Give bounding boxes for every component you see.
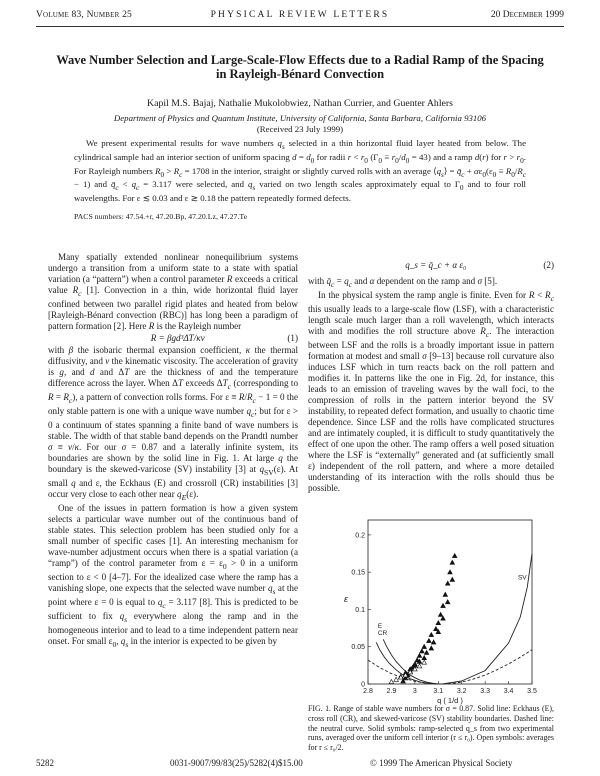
y-tick-label: 0.1 xyxy=(355,606,365,614)
author-list: Kapil M.S. Bajaj, Nathalie Mukolobwiez, Nathan Currier, and Guenter Ahlers xyxy=(147,98,453,109)
y-tick-label: 0.15 xyxy=(351,569,365,577)
selected-wavenumber-point xyxy=(448,570,453,574)
interior-average-point xyxy=(389,680,394,684)
interior-average-point xyxy=(394,677,399,681)
selected-wavenumber-point xyxy=(445,581,450,585)
x-tick-label: 2.9 xyxy=(386,688,397,695)
selected-wavenumber-point xyxy=(417,653,422,657)
journal-name: PHYSICAL REVIEW LETTERS xyxy=(210,10,390,20)
figure-1-chart xyxy=(328,512,550,706)
selected-wavenumber-point xyxy=(431,640,436,644)
y-tick-label: 0.05 xyxy=(351,644,365,652)
journal-code: 0031-9007/99/83(25)/5282(4)$15.00 xyxy=(170,758,303,768)
equation-1-body: R = βgd³ΔT/κν xyxy=(150,333,205,344)
x-tick-label: 3.3 xyxy=(480,688,491,695)
affiliation: Department of Physics and Quantum Institute, University of California, Santa Barbara, California 93106 xyxy=(113,113,487,123)
x-axis-label: q ( 1/d ) xyxy=(437,696,463,705)
x-tick-label: 3.5 xyxy=(527,688,537,695)
selected-wavenumber-point xyxy=(427,639,432,643)
received-date: (Received 23 July 1999) xyxy=(256,124,344,134)
body-column-left: Many spatially extended nonlinear nonequilibrium systems undergo a transition from a uniform state to a state with spatial variation (a “pattern”) when a control parameter R exceeds a critical value $R_c$ [1]. Convection in a thin, wide horizontal fluid layer confined between two parallel rigid plates and heated from below [Rayleigh-Bénard convection (RBC)] has long been a paradigm of pattern formation [2]. Here R is the Rayleigh number R = βgd³ΔT/κν (1) with β the isobaric thermal expansion coefficient, κ the thermal diffusivity, and ν the kinematic viscosity. The acceleration of gravity is g, and d and ΔT are the thickness of and the temperature difference across the layer. When ΔT exceeds $\Delta T_c$ (corresponding to $R = R_c$), a pattern of convection rolls forms. For $\varepsilon \equiv R/R_c - 1 = 0$ the only stable pattern is one with a unique wave number $q_c$; but for ε > 0 a continuum of states spanning a finite band of wave numbers is stable. The width of that stable band depends on the Prandtl number σ ≡ ν/κ. For our σ = 0.87 and a laterally infinite system, its boundaries are shown by the solid line in Fig. 1. At large q the boundary is the skewed-varicose (SV) instability [3] at $q_{SV}(\varepsilon)$. At small q and ε, the Eckhaus (E) and crossroll (CR) instabilities [3] occur very close to each other near $q_E(\varepsilon)$. One of the issues in pattern formation is how a given system selects a particular wave number out of the continuous band of stable states. This selection problem has been studied only for a small number of specific cases [1]. An interesting mechanism for wave-number adjustment occurs when there is a spatial variation (a “ramp”) of the control parameter from $\varepsilon = \varepsilon_0 > 0$ in a uniform section to ε < 0 [4–7]. For the idealized case where the ramp has a vanishing slope, one expects that the selected wave number $q_s$ at the point where ε = 0 is equal to $q_c = 3.117$ [8]. This is predicted to be sufficient to fix $q_s$ everywhere along the ramp and in the homogeneous interior and to lead to a time independent pattern near onset. For small $\varepsilon_0$, $q_s$ in the interior is expected to be given by xyxy=(48,252,299,649)
selected-wavenumber-point xyxy=(438,612,443,616)
x-tick-label: 3.2 xyxy=(456,688,467,695)
selected-wavenumber-point xyxy=(429,633,434,637)
selected-wavenumber-point xyxy=(443,592,448,596)
selected-wavenumber-point xyxy=(424,650,429,654)
selected-wavenumber-point xyxy=(429,646,434,650)
page-number: 5282 xyxy=(36,758,54,768)
selected-wavenumber-point xyxy=(450,577,455,581)
selected-wavenumber-point xyxy=(434,627,439,631)
selected-wavenumber-point xyxy=(441,603,446,607)
selected-wavenumber-point xyxy=(445,600,450,604)
interior-average-point xyxy=(422,660,427,664)
x-tick-label: 3 xyxy=(412,688,417,695)
x-tick-label: 3.4 xyxy=(503,688,514,695)
equation-1 xyxy=(48,333,298,344)
volume-label: Volume 83, Number 25 xyxy=(36,10,133,20)
y-tick-label: 0.2 xyxy=(355,532,365,540)
article-title: Wave Number Selection and Large-Scale-Flow Effects due to a Radial Ramp of the Spacing in Rayleigh-Bénard Convection xyxy=(56,53,544,81)
copyright: © 1999 The American Physical Society xyxy=(370,758,513,768)
x-tick-label: 2.8 xyxy=(363,688,373,695)
y-tick-label: 0 xyxy=(361,681,365,689)
interior-average-point xyxy=(417,664,422,668)
selected-wavenumber-point xyxy=(450,560,455,564)
selected-wavenumber-point xyxy=(436,621,441,625)
issue-date: 20 December 1999 xyxy=(490,10,564,20)
equation-1-number: (1) xyxy=(287,333,298,344)
header-rule xyxy=(36,26,564,27)
abstract: We present experimental results for wave numbers $q_s$ selected in a thin horizontal fluid layer heated from below. The cylindrical sample had an interior section of uniform spacing $d = d_0$ for radii $r < r_0$ $(\Gamma_0 \equiv r_0/d_0 = 43)$ and a ramp d(r) for $r > r_0$. For Rayleigh numbers $R_0 > R_c = 1708$ in the interior, straight or slightly curved rolls with an average $⟨q_s⟩$ = $q̄_c + \alpha\varepsilon_0(\varepsilon_0 \equiv R_0/R_c - 1)$ and $q̄_c < q_c = 3.117$ were selected, and $q_s$ varied on two length scales approximately equal to $\Gamma_0$ and to four roll wavelengths. For ε ≲ 0.03 and ε ≳ 0.18 the pattern repeatedly formed defects. xyxy=(74,138,526,203)
curve-skewed-varicose xyxy=(442,554,532,685)
pacs-numbers: PACS numbers: 47.54.+r, 47.20.Bp, 47.20.Lz, 47.27.Te xyxy=(74,212,248,221)
body-column-right: q_s = q̄_c + α ε₀ (2) with $q̄_c = q_c$ and α dependent on the ramp and σ [5]. In the physical system the ramp angle is finite. Even for $R < R_c$ this usually leads to a large-scale flow (LSF), with a characteristic length scale much larger than a roll wavelength, which interacts with and modifies the roll structure above $R_c$. The interaction between LSF and the rolls is a broadly important issue in pattern formation at modest and small σ [9–13] because roll curvature also induces LSF which in turn reacts back on the roll pattern and modifies it. In patterns like the one in Fig. 2d, for instance, this leads to an emission of traveling waves by the wall foci, to the compression of rolls in the pattern interior beyond the SV instability, to repeated defect formation, and usually to chaotic time dependence. Since LSF and the rolls have complicated structures and are intimately coupled, it is difficult to study quantitatively the effect of one upon the other. The ramp offers a well posed situation where the LSF is “externally” generated and (at sufficiently small ε) independent of the roll pattern, and where a more detailed understanding of its interaction with the rolls should thus be possible. xyxy=(308,260,555,494)
figure-1-caption: FIG. 1. Range of stable wave numbers for σ = 0.87. Solid line: Eckhaus (E), cross roll (CR), and skewed-varicose (SV) stability boundaries. Dashed line: the neutral curve. Solid symbols: ramp-selected q_s from two experimental runs, averaged over the uniform cell interior (r ≤ r₀). Open symbols: averages for r ≤ r₀/2. xyxy=(308,704,554,753)
curve-label-e: E xyxy=(377,623,383,631)
equation-2-body: q_s = q̄_c + α ε₀ xyxy=(405,260,467,270)
selected-wavenumber-point xyxy=(420,649,425,653)
selected-wavenumber-point xyxy=(422,656,427,660)
selected-wavenumber-point xyxy=(422,644,427,648)
y-axis-label: ε xyxy=(344,594,348,604)
equation-2 xyxy=(308,260,554,271)
curve-label-sv: SV xyxy=(517,574,527,582)
equation-2-number: (2) xyxy=(543,260,554,270)
selected-wavenumber-point xyxy=(452,554,457,558)
curve-eckhaus xyxy=(383,639,442,684)
curve-label-cr: CR xyxy=(377,629,388,637)
x-tick-label: 3.1 xyxy=(433,688,444,695)
running-head xyxy=(36,10,564,24)
plot-frame xyxy=(368,520,532,684)
